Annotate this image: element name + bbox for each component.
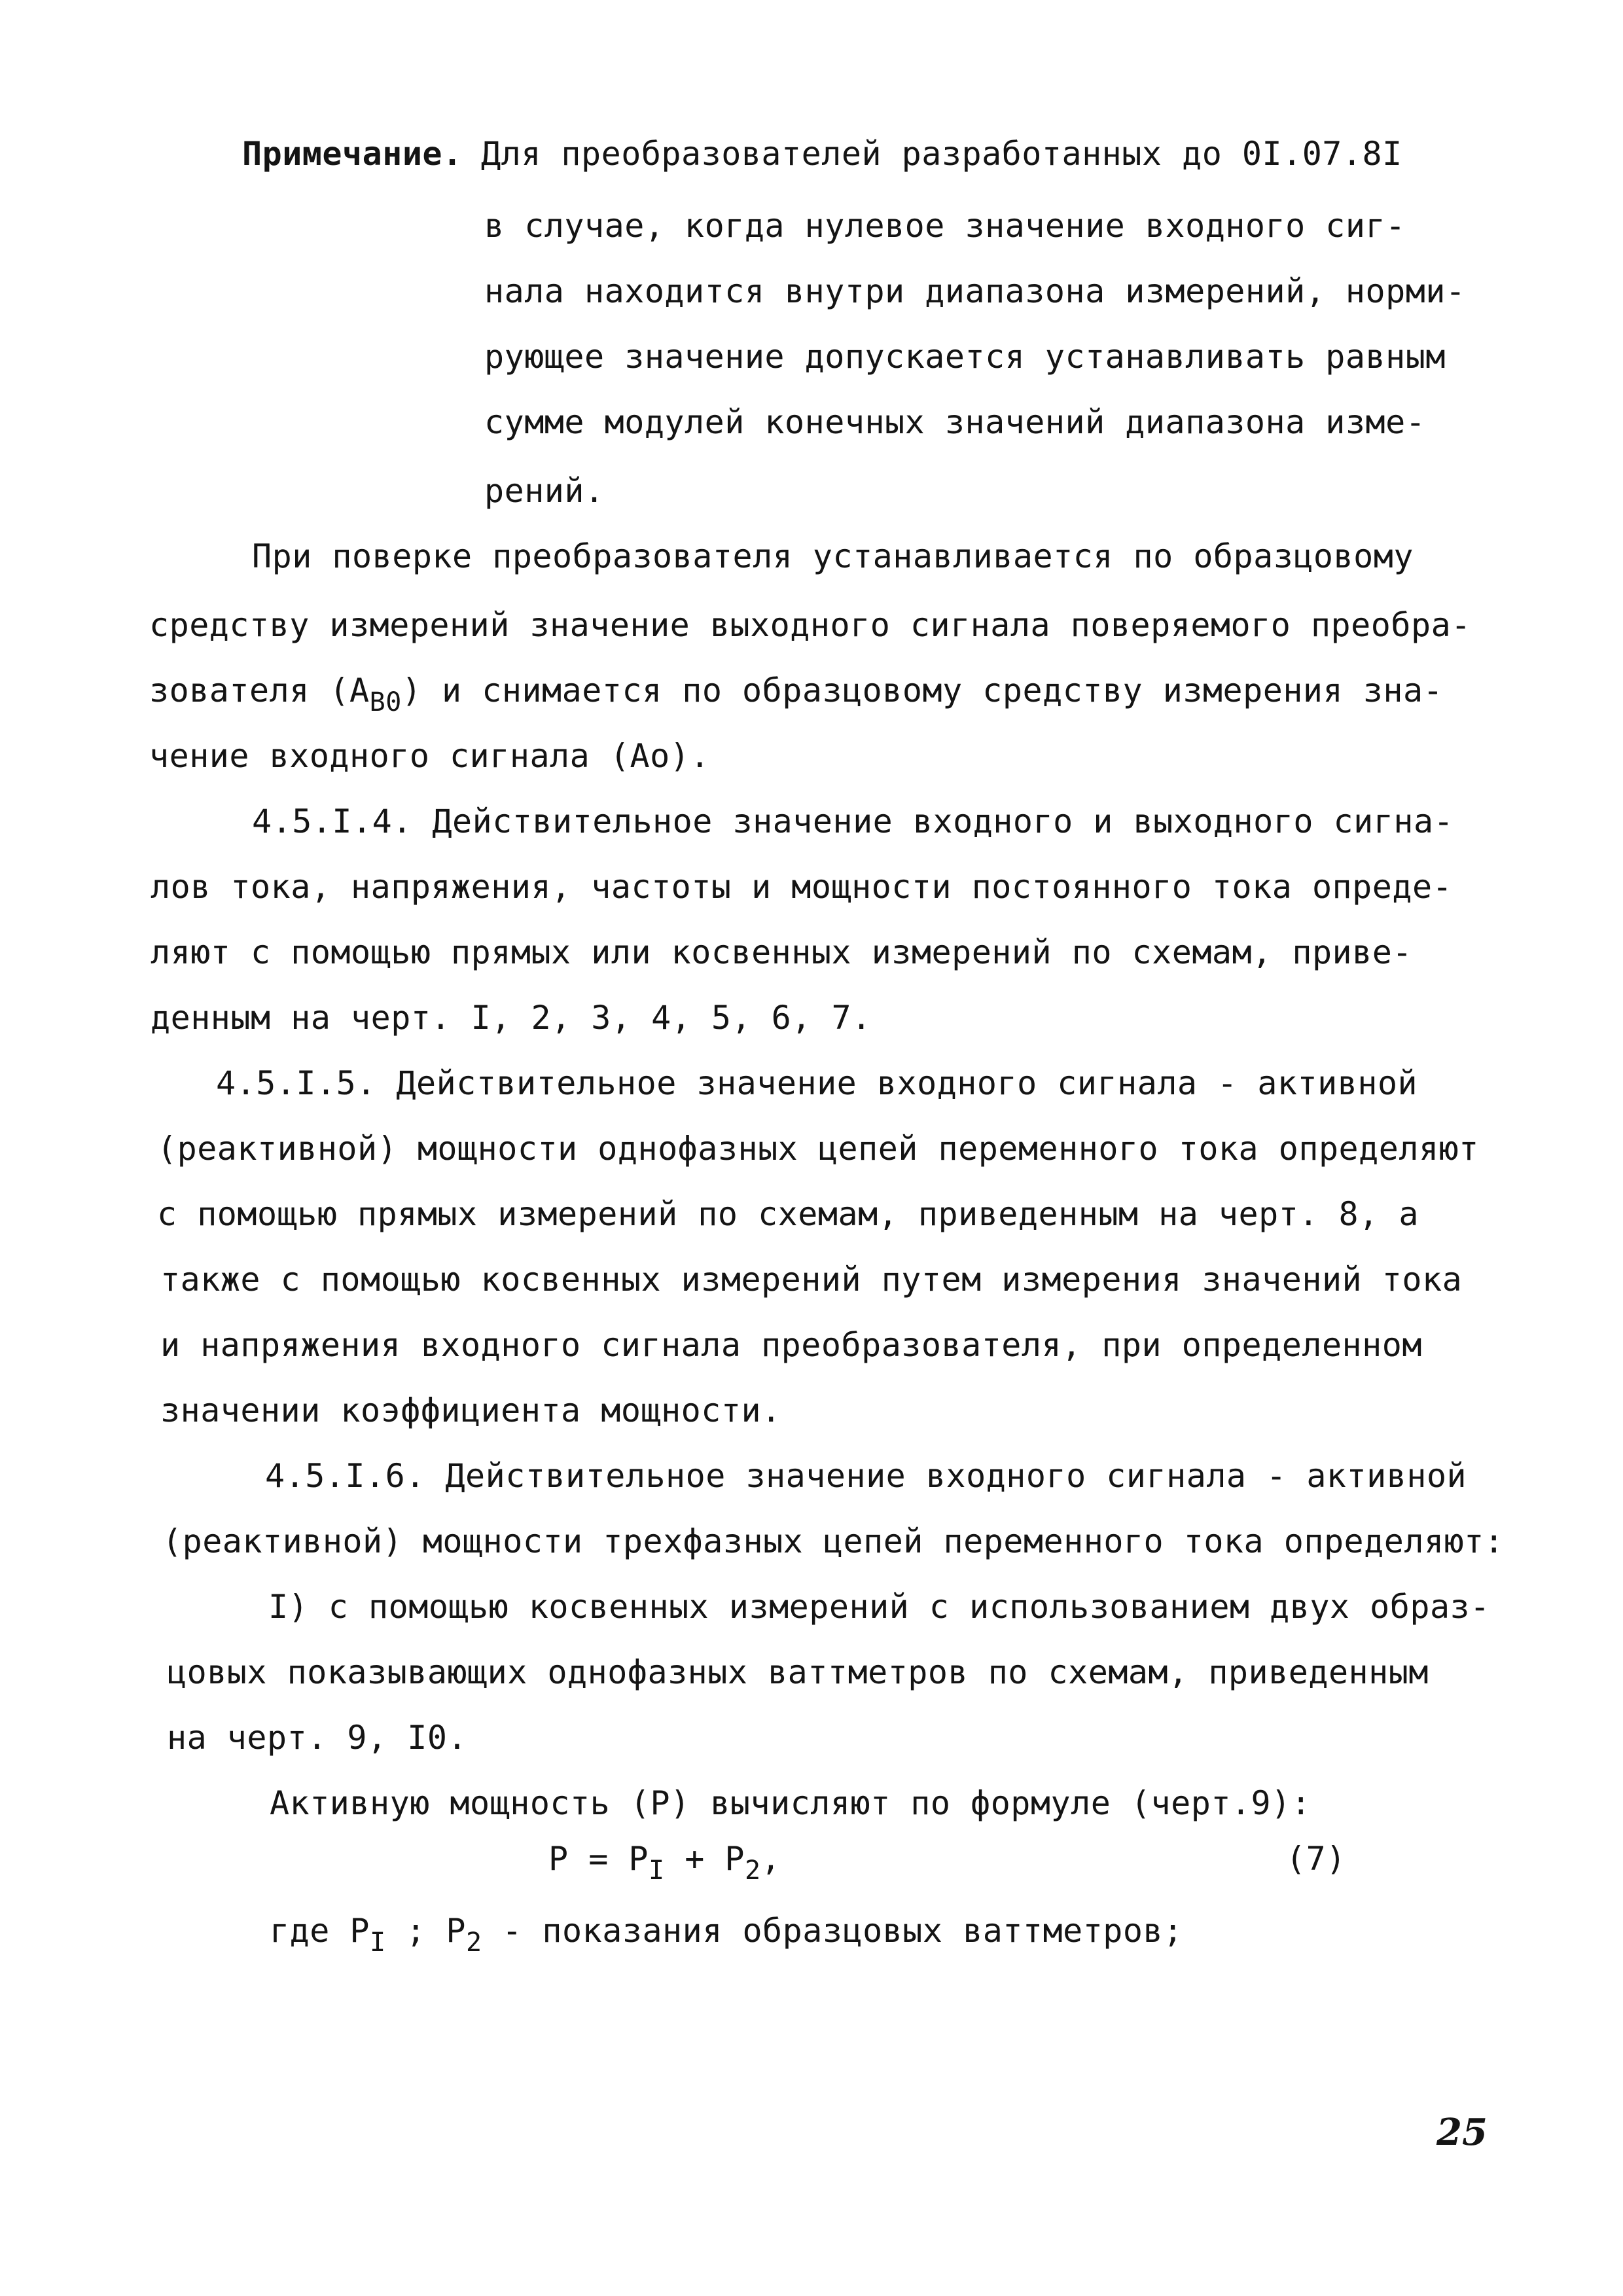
note-first-line: Для преобразователей разработанных до 0I.07.8I: [481, 135, 1402, 173]
section-4515-line: 4.5.I.5. Действительное значение входного сигнала - активной: [216, 1064, 1418, 1102]
paragraph-line: При поверке преобразователя устанавливается по образцовому: [252, 537, 1414, 575]
note-line: сумме модулей конечных значений диапазона изме-: [484, 403, 1426, 441]
item-1-line: I) с помощью косвенных измерений с использованием двух образ-: [268, 1588, 1490, 1626]
subscript: I: [649, 1856, 665, 1886]
note-line: в случае, когда нулевое значение входного сиг-: [484, 207, 1406, 245]
note-line: нала находится внутри диапазона измерений, норми-: [484, 272, 1466, 310]
page-number: 25: [1436, 2111, 1488, 2154]
subscript: I: [370, 1928, 386, 1958]
subscript: В0: [369, 687, 402, 717]
note-line: рующее значение допускается устанавливать равным: [484, 338, 1446, 376]
item-1-line: на черт. 9, I0.: [167, 1719, 468, 1757]
item-1-line: цовых показывающих однофазных ваттметров по схемам, приведенным: [167, 1653, 1429, 1691]
section-4514-line: лов тока, напряжения, частоты и мощности постоянного тока опреде-: [151, 868, 1453, 906]
subscript: 2: [745, 1856, 761, 1886]
paragraph-line: зователя $(А_{В0})$ и снимается по образцовому средству измерения зна-: [149, 672, 1444, 717]
section-4514-line: 4.5.I.4. Действительное значение входного и выходного сигна-: [252, 802, 1454, 840]
section-4514-line: ляют с помощью прямых или косвенных измерений по схемам, приве-: [151, 933, 1412, 971]
note-line: рений.: [484, 472, 605, 510]
formula-number: (7): [1286, 1840, 1346, 1878]
section-4516-line: (реактивной) мощности трехфазных цепей переменного тока определяют:: [162, 1522, 1505, 1560]
section-4515-line: значении коэффициента мощности.: [160, 1391, 781, 1429]
section-4515-line: с помощью прямых измерений по схемам, приведенным на черт. 8, а: [157, 1195, 1419, 1233]
paragraph-line: средству измерений значение выходного сигнала поверяемого преобра-: [149, 606, 1471, 644]
section-4515-line: (реактивной) мощности однофазных цепей переменного тока определяют: [157, 1130, 1479, 1168]
formula-intro: Активную мощность (Р) вычисляют по формуле (черт.9):: [270, 1784, 1311, 1822]
formula: $Р = Р_I + Р_2$,: [548, 1840, 781, 1886]
section-4515-line: также с помощью косвенных измерений путем измерения значений тока: [160, 1261, 1463, 1299]
subscript: 2: [466, 1928, 482, 1958]
formula-legend: где $Р_I$ ; $Р_2$ - показания образцовых ваттметров;: [270, 1912, 1183, 1958]
section-4516-line: 4.5.I.6. Действительное значение входного сигнала - активной: [265, 1457, 1467, 1495]
section-4515-line: и напряжения входного сигнала преобразователя, при определенном: [160, 1326, 1422, 1364]
section-4514-line: денным на черт. I, 2, 3, 4, 5, 6, 7.: [151, 999, 872, 1037]
paragraph-line: чение входного сигнала (Ао).: [149, 737, 710, 775]
note-label: Примечание.: [242, 135, 463, 173]
